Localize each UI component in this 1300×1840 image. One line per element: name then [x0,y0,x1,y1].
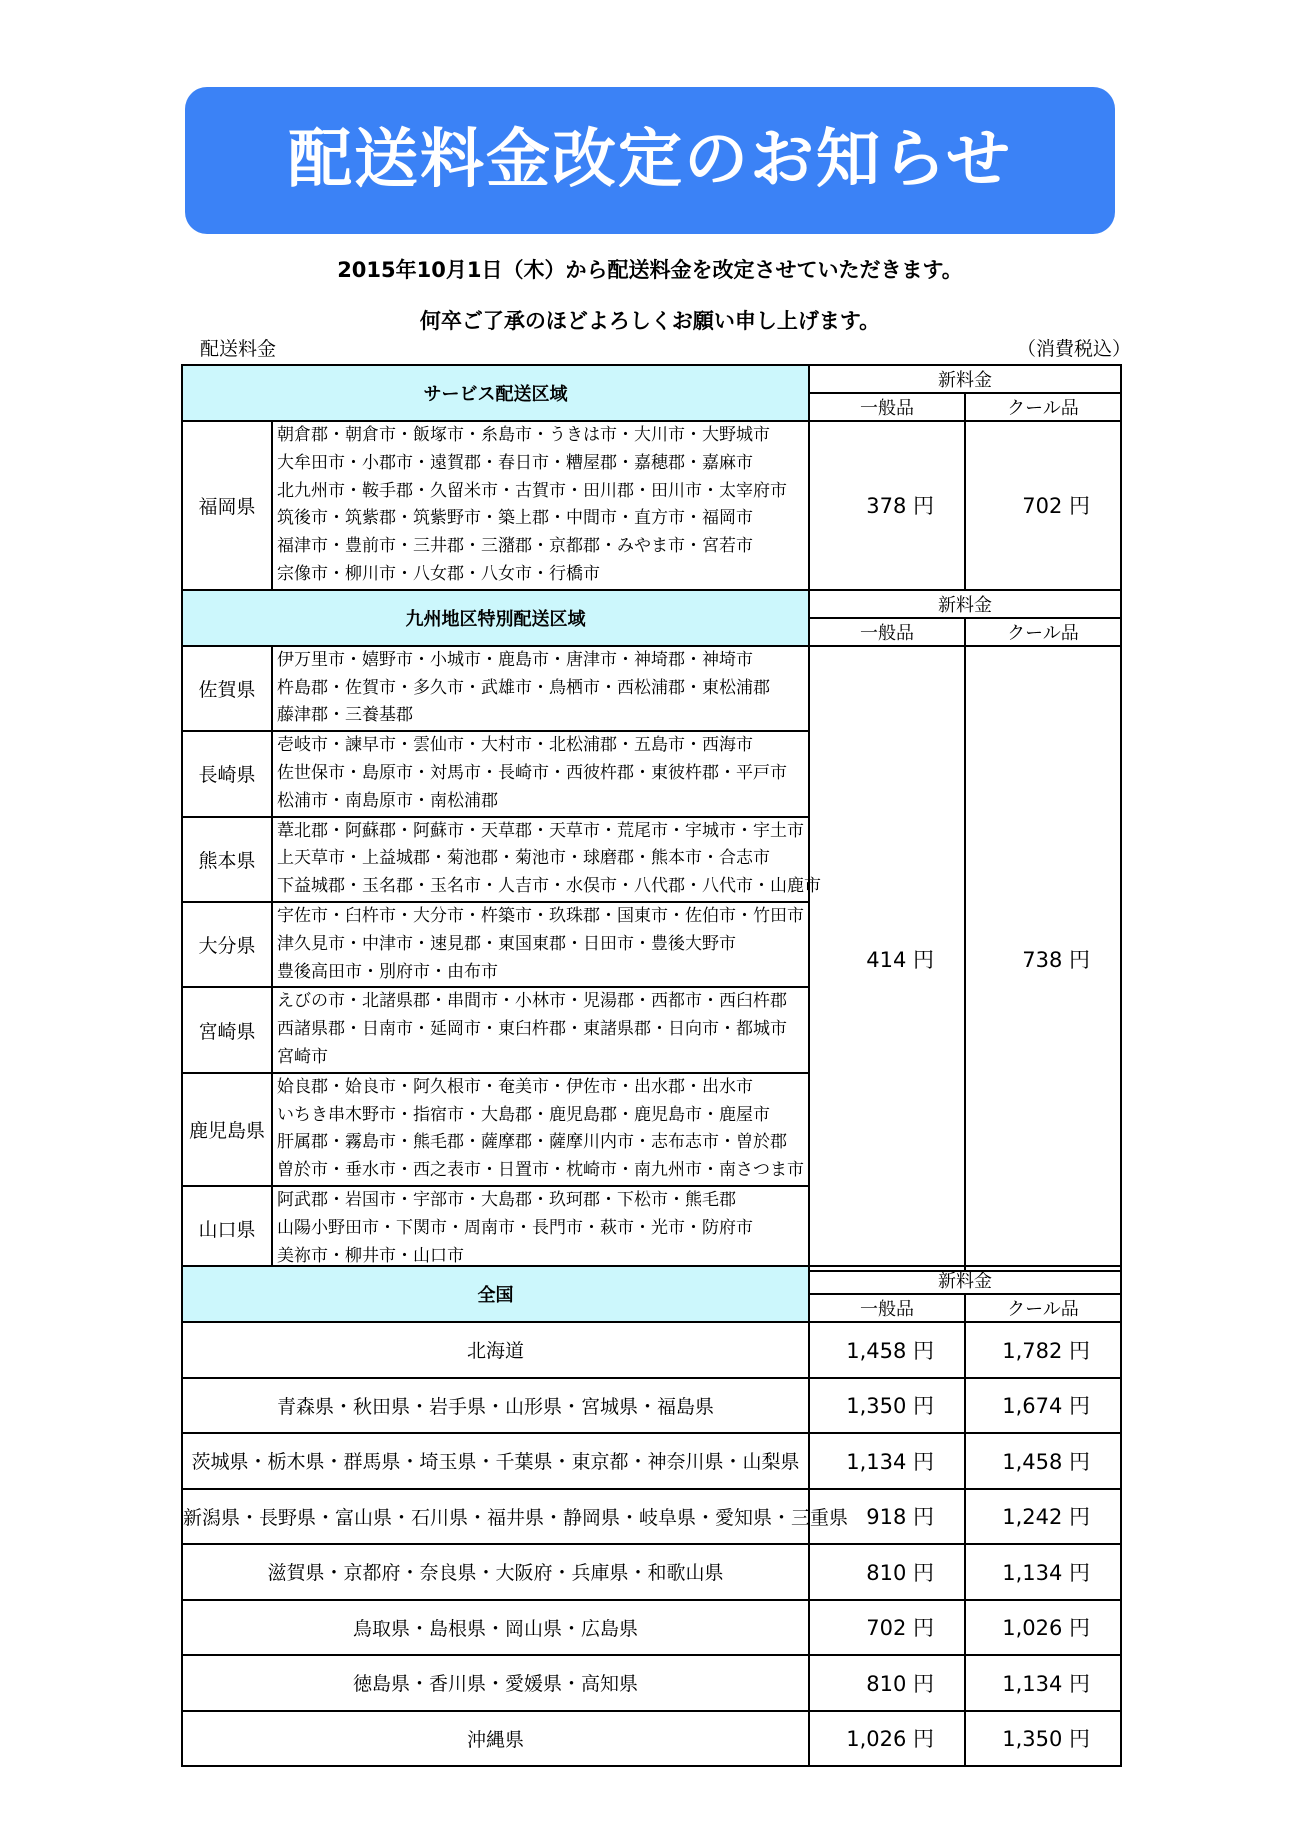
city-line: 山陽小野田市・下関市・周南市・長門市・萩市・光市・防府市 [277,1217,753,1238]
area-name: 茨城県・栃木県・群馬県・埼玉県・千葉県・東京都・神奈川県・山梨県 [182,1433,809,1489]
city-line: 壱岐市・諫早市・雲仙市・大村市・北松浦郡・五島市・西海市 [277,735,753,756]
service-area-header: サービス配送区域 [182,365,809,421]
cool-column-header: クール品 [965,1294,1121,1322]
prefecture-name: 鹿児島県 [182,1073,272,1186]
city-line: 杵島郡・佐賀市・多久市・武雄市・鳥栖市・西松浦郡・東松浦郡 [277,677,770,698]
cool-price: 1,350 円 [965,1711,1121,1767]
area-name: 北海道 [182,1322,809,1378]
city-list [272,731,809,816]
cool-price: 1,242 円 [965,1489,1121,1545]
city-line: 下益城郡・玉名郡・玉名市・人吉市・水俣市・八代郡・八代市・山鹿市 [277,876,821,897]
general-column-header: 一般品 [809,618,965,646]
kyushu-area-header-row [182,590,1121,618]
city-line: 福津市・豊前市・三井郡・三潴郡・京都郡・みやま市・宮若市 [277,536,753,557]
area-name: 青森県・秋田県・岩手県・山形県・宮城県・福島県 [182,1378,809,1434]
area-row [182,421,1121,590]
city-line: えびの市・北諸県郡・串間市・小林市・児湯郡・西都市・西臼杵郡 [277,991,787,1012]
new-price-header: 新料金 [809,590,1121,618]
prefecture-name: 長崎県 [182,731,272,816]
cool-column-header: クール品 [965,393,1121,421]
general-price: 810 円 [809,1544,965,1600]
city-line: 肝属郡・霧島市・熊毛郡・薩摩郡・薩摩川内市・志布志市・曽於郡 [277,1132,787,1153]
prefecture-name: 佐賀県 [182,646,272,731]
nationwide-row [182,1489,1121,1545]
general-column-header: 一般品 [809,393,965,421]
city-line: 伊万里市・嬉野市・小城市・鹿島市・唐津市・神埼郡・神埼市 [277,649,753,670]
prefecture-name: 福岡県 [182,421,272,590]
cool-price: 738 円 [965,646,1121,1272]
area-name: 鳥取県・島根県・岡山県・広島県 [182,1600,809,1656]
city-line: 津久見市・中津市・速見郡・東国東郡・日田市・豊後大野市 [277,933,736,954]
city-list [272,421,809,590]
new-price-header: 新料金 [809,1266,1121,1294]
service-area-header-row [182,365,1121,393]
cool-price: 1,674 円 [965,1378,1121,1434]
city-line: 曽於市・垂水市・西之表市・日置市・枕崎市・南九州市・南さつま市 [277,1160,804,1181]
notice-line-1: 2015年10月1日（木）から配送料金を改定させていただきます。 [337,258,963,282]
cool-price: 1,134 円 [965,1544,1121,1600]
nationwide-header: 全国 [182,1266,809,1322]
cool-price: 1,782 円 [965,1322,1121,1378]
cool-price: 1,458 円 [965,1433,1121,1489]
city-line: 豊後高田市・別府市・由布市 [277,961,498,982]
city-line: 上天草市・上益城郡・菊池郡・菊池市・球磨郡・熊本市・合志市 [277,848,770,869]
nationwide-row [182,1544,1121,1600]
area-name: 徳島県・香川県・愛媛県・高知県 [182,1655,809,1711]
city-line: いちき串木野市・指宿市・大島郡・鹿児島郡・鹿児島市・鹿屋市 [277,1104,770,1125]
city-line: 北九州市・鞍手郡・久留米市・古賀市・田川郡・田川市・太宰府市 [277,480,787,501]
cool-price: 1,134 円 [965,1655,1121,1711]
regional-price-table [181,364,1122,1272]
city-list [272,902,809,987]
new-price-header: 新料金 [809,365,1121,393]
notice-line-2: 何卒ご了承のほどよろしくお願い申し上げます。 [419,309,881,333]
nationwide-header-row [182,1266,1121,1294]
prefecture-name: 山口県 [182,1186,272,1271]
nationwide-row [182,1655,1121,1711]
city-line: 大牟田市・小郡市・遠賀郡・春日市・糟屋郡・嘉穂郡・嘉麻市 [277,452,753,473]
city-line: 宮崎市 [277,1046,328,1067]
general-price: 1,134 円 [809,1433,965,1489]
section-label: 配送料金 [200,338,277,360]
general-column-header: 一般品 [809,1294,965,1322]
nationwide-row [182,1711,1121,1767]
nationwide-row [182,1322,1121,1378]
nationwide-price-table [181,1265,1122,1767]
city-list [272,817,821,902]
cool-price: 702 円 [965,421,1121,590]
nationwide-row [182,1433,1121,1489]
area-name: 滋賀県・京都府・奈良県・大阪府・兵庫県・和歌山県 [182,1544,809,1600]
city-line: 筑後市・筑紫郡・筑紫野市・築上郡・中間市・直方市・福岡市 [277,508,753,529]
general-price: 810 円 [809,1655,965,1711]
general-price: 378 円 [809,421,965,590]
city-list [272,987,809,1072]
prefecture-name: 大分県 [182,902,272,987]
general-price: 1,458 円 [809,1322,965,1378]
nationwide-row [182,1600,1121,1656]
city-line: 佐世保市・島原市・対馬市・長崎市・西彼杵郡・東彼杵郡・平戸市 [277,762,787,783]
city-line: 藤津郡・三養基郡 [277,705,413,726]
area-name: 沖縄県 [182,1711,809,1767]
city-line: 姶良郡・姶良市・阿久根市・奄美市・伊佐市・出水郡・出水市 [277,1076,753,1097]
area-name: 新潟県・長野県・富山県・石川県・福井県・静岡県・岐阜県・愛知県・三重県 [182,1489,809,1545]
nationwide-row [182,1378,1121,1434]
city-line: 阿武郡・岩国市・宇部市・大島郡・玖珂郡・下松市・熊毛郡 [277,1189,736,1210]
cool-price: 1,026 円 [965,1600,1121,1656]
city-list [272,1073,809,1186]
prefecture-name: 宮崎県 [182,987,272,1072]
general-price: 1,350 円 [809,1378,965,1434]
city-line: 松浦市・南島原市・南松浦郡 [277,790,498,811]
city-line: 葦北郡・阿蘇郡・阿蘇市・天草郡・天草市・荒尾市・宇城市・宇土市 [277,820,804,841]
prefecture-name: 熊本県 [182,817,272,902]
city-line: 宗像市・柳川市・八女郡・八女市・行橋市 [277,563,600,584]
page-title-banner: 配送料金改定のお知らせ [185,87,1115,234]
general-price: 414 円 [809,646,965,1272]
city-line: 朝倉郡・朝倉市・飯塚市・糸島市・うきは市・大川市・大野城市 [277,425,770,445]
city-line: 宇佐市・臼杵市・大分市・杵築市・玖珠郡・国東市・佐伯市・竹田市 [277,905,804,926]
cool-column-header: クール品 [965,618,1121,646]
general-price: 702 円 [809,1600,965,1656]
general-price: 1,026 円 [809,1711,965,1767]
city-line: 美祢市・柳井市・山口市 [277,1245,464,1266]
city-list [272,646,809,731]
tax-note: （消費税込） [1017,338,1132,360]
general-price: 918 円 [809,1489,965,1545]
kyushu-area-header: 九州地区特別配送区域 [182,590,809,646]
city-list [272,1186,809,1271]
area-row [182,646,1121,731]
city-line: 西諸県郡・日南市・延岡市・東臼杵郡・東諸県郡・日向市・都城市 [277,1019,787,1040]
